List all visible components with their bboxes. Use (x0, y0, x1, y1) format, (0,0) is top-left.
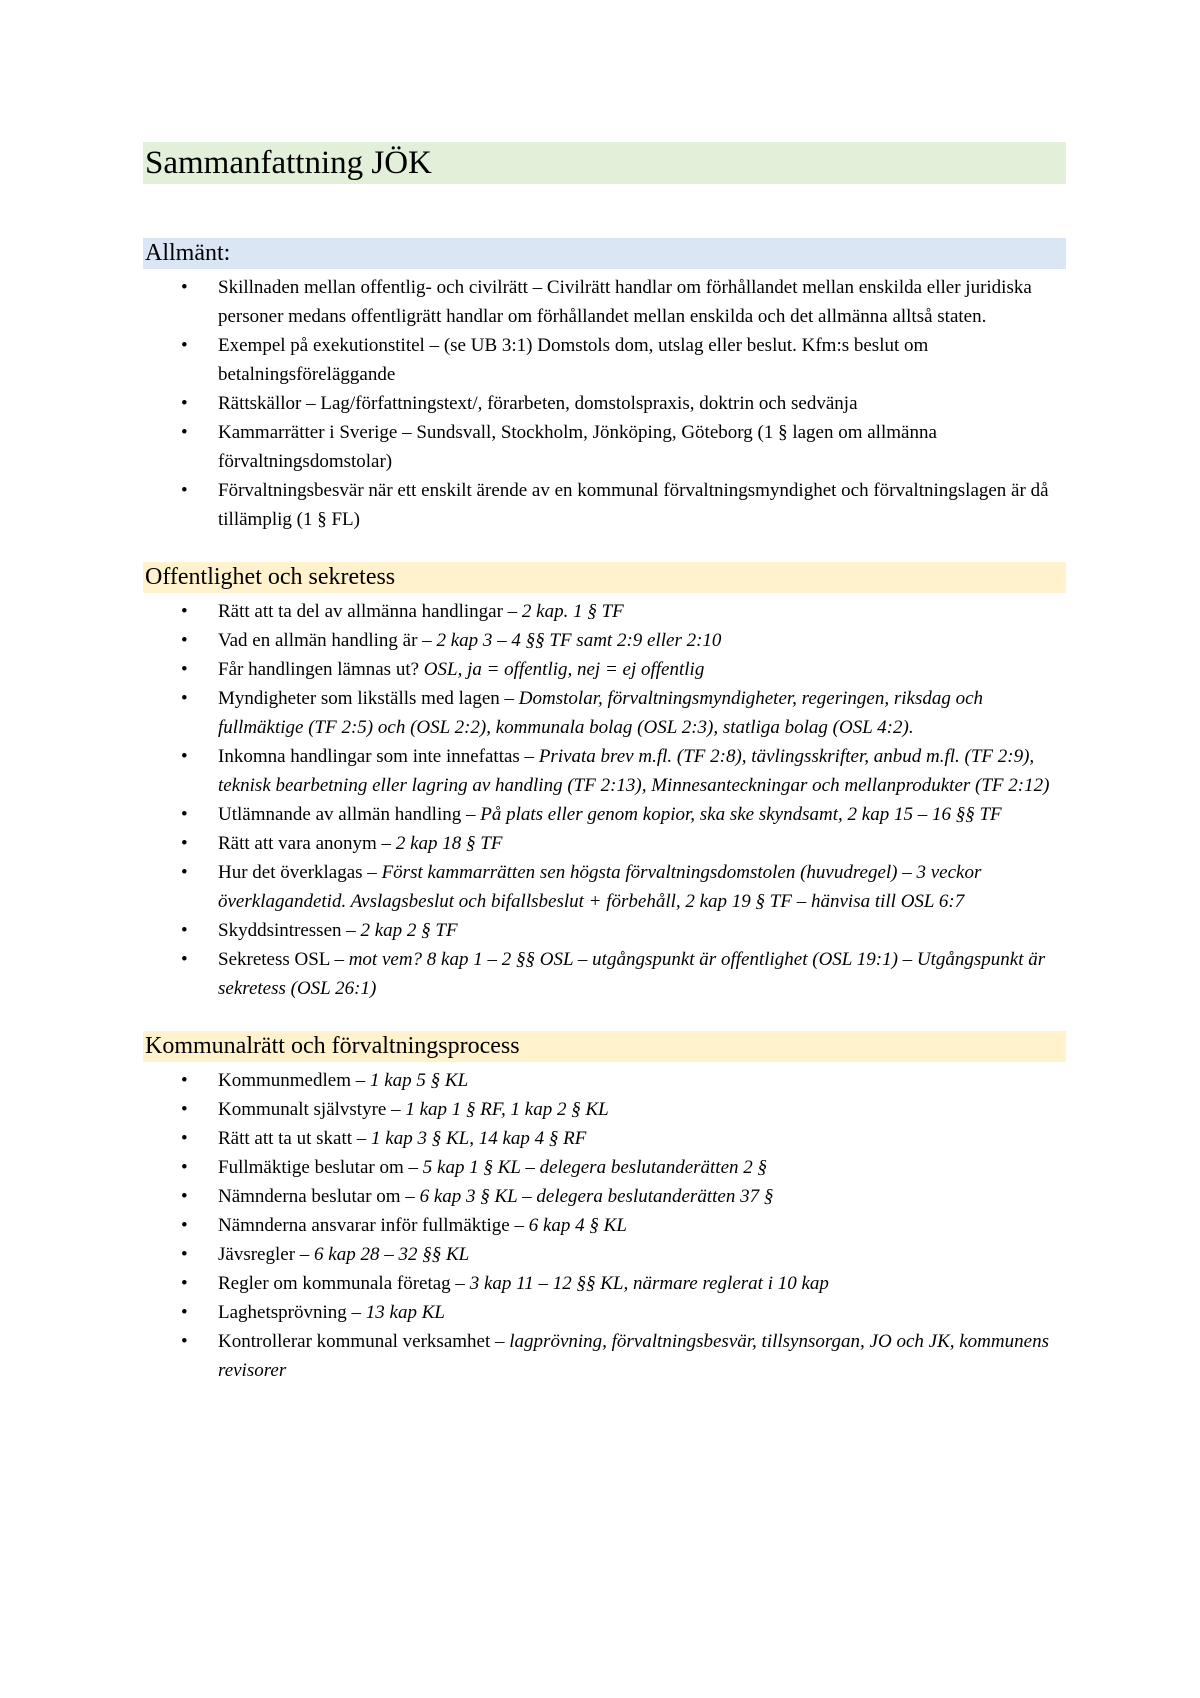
section-allmant (143, 238, 1066, 534)
item-text: Kommunmedlem – (218, 1070, 370, 1091)
item-reference: 1 kap 1 § RF, 1 kap 2 § KL (405, 1099, 609, 1120)
item-reference: OSL, ja = offentlig, nej = ej offentlig (423, 659, 705, 680)
section-kommunalratt (143, 1031, 1066, 1385)
item-text: Laghetsprövning – (218, 1302, 366, 1323)
item-reference: 6 kap 28 – 32 §§ KL (314, 1244, 470, 1265)
item-reference: 2 kap 2 § TF (360, 920, 458, 941)
item-reference: 2 kap. 1 § TF (521, 601, 624, 622)
item-reference: mot vem? 8 kap 1 – 2 §§ OSL – utgångspunkt är offentlighet (OSL 19:1) – Utgångspunkt är sekretess (OSL 26:1) (218, 949, 1046, 999)
item-reference: 2 kap 3 – 4 §§ TF samt 2:9 eller 2:10 (436, 630, 722, 651)
list-item (143, 1240, 1066, 1269)
item-text: Utlämnande av allmän handling – (218, 804, 481, 825)
item-text: Nämnderna ansvarar inför fullmäktige – (218, 1215, 529, 1236)
bullet-list (143, 273, 1066, 534)
section-heading: Kommunalrätt och förvaltningsprocess (143, 1031, 1066, 1062)
item-reference: Först kammarrätten sen högsta förvaltningsdomstolen (huvudregel) – 3 veckor överklagandetid. Avslagsbeslut och bifallsbeslut + förbehåll, 2 kap 19 § TF – hänvisa till OSL 6:7 (218, 862, 982, 912)
list-item (143, 1182, 1066, 1211)
item-text: Förvaltningsbesvär när ett enskilt ärende av en kommunal förvaltningsmyndighet och förvaltningslagen är då tillämplig (1 § FL) (218, 480, 1049, 530)
item-text: Nämnderna beslutar om – (218, 1186, 420, 1207)
section-offentlighet-sekretess (143, 562, 1066, 1003)
list-item (143, 916, 1066, 945)
item-reference: På plats eller genom kopior, ska ske skyndsamt, 2 kap 15 – 16 §§ TF (480, 804, 1002, 825)
list-item (143, 858, 1066, 916)
list-item (143, 800, 1066, 829)
item-text: Jävsregler – (218, 1244, 315, 1265)
item-text: Myndigheter som likställs med lagen – (218, 688, 519, 709)
item-reference: Privata brev m.fl. (TF 2:8), tävlingsskrifter, anbud m.fl. (TF 2:9), teknisk bearbetning eller lagring av handling (TF 2:13), Minnesanteckningar och mellanprodukter (TF 2:12) (218, 746, 1050, 796)
item-text: Skyddsintressen – (218, 920, 361, 941)
list-item (143, 1095, 1066, 1124)
item-text: Fullmäktige beslutar om – (218, 1157, 423, 1178)
item-reference: 5 kap 1 § KL – delegera beslutanderätten 2 § (422, 1157, 768, 1178)
list-item (143, 418, 1066, 476)
list-item (143, 829, 1066, 858)
item-text: Får handlingen lämnas ut? (218, 659, 424, 680)
item-text: Kontrollerar kommunal verksamhet – (218, 1331, 510, 1352)
item-text: Regler om kommunala företag – (218, 1273, 470, 1294)
item-text: Kommunalt självstyre – (218, 1099, 406, 1120)
list-item (143, 1327, 1066, 1385)
list-item (143, 476, 1066, 534)
item-text: Rätt att vara anonym – (218, 833, 396, 854)
item-reference: 1 kap 3 § KL, 14 kap 4 § RF (371, 1128, 587, 1149)
list-item (143, 389, 1066, 418)
list-item (143, 597, 1066, 626)
list-item (143, 1153, 1066, 1182)
item-text: Exempel på exekutionstitel – (se UB 3:1) Domstols dom, utslag eller beslut. Kfm:s beslut om betalningsföreläggande (218, 335, 929, 385)
item-text: Rätt att ta ut skatt – (218, 1128, 372, 1149)
document-title: Sammanfattning JÖK (143, 142, 1066, 184)
section-heading: Allmänt: (143, 238, 1066, 269)
item-reference: 6 kap 4 § KL (528, 1215, 627, 1236)
item-text: Rätt att ta del av allmänna handlingar – (218, 601, 522, 622)
list-item (143, 945, 1066, 1003)
item-reference: lagprövning, förvaltningsbesvär, tillsynsorgan, JO och JK, kommunens revisorer (218, 1331, 1049, 1381)
list-item (143, 1066, 1066, 1095)
section-heading: Offentlighet och sekretess (143, 562, 1066, 593)
list-item (143, 626, 1066, 655)
item-text: Kammarrätter i Sverige – Sundsvall, Stockholm, Jönköping, Göteborg (1 § lagen om allmänna förvaltningsdomstolar) (218, 422, 937, 472)
list-item (143, 655, 1066, 684)
item-reference: 3 kap 11 – 12 §§ KL, närmare reglerat i 10 kap (469, 1273, 829, 1294)
list-item (143, 1211, 1066, 1240)
item-text: Inkomna handlingar som inte innefattas – (218, 746, 539, 767)
item-reference: Domstolar, förvaltningsmyndigheter, regeringen, riksdag och fullmäktige (TF 2:5) och (OSL 2:2), kommunala bolag (OSL 2:3), statliga bolag (OSL 4:2). (218, 688, 984, 738)
item-text: Sekretess OSL – (218, 949, 349, 970)
list-item (143, 273, 1066, 331)
list-item (143, 1298, 1066, 1327)
item-reference: 1 kap 5 § KL (369, 1070, 469, 1091)
item-reference: 13 kap KL (365, 1302, 445, 1323)
list-item (143, 1124, 1066, 1153)
document-page (143, 142, 1066, 1413)
item-text: Rättskällor – Lag/författningstext/, förarbeten, domstolspraxis, doktrin och sedvänja (218, 393, 858, 414)
item-text: Vad en allmän handling är – (218, 630, 437, 651)
item-reference: 2 kap 18 § TF (395, 833, 503, 854)
list-item (143, 684, 1066, 742)
bullet-list (143, 597, 1066, 1003)
item-text: Hur det överklagas – (218, 862, 382, 883)
bullet-list (143, 1066, 1066, 1385)
item-reference: 6 kap 3 § KL – delegera beslutanderätten 37 § (419, 1186, 774, 1207)
list-item (143, 742, 1066, 800)
list-item (143, 331, 1066, 389)
item-text: Skillnaden mellan offentlig- och civilrätt – Civilrätt handlar om förhållandet mellan enskilda eller juridiska personer medans offentligrätt handlar om förhållandet mellan enskilda och det allmänna alltså staten. (218, 277, 1032, 327)
list-item (143, 1269, 1066, 1298)
